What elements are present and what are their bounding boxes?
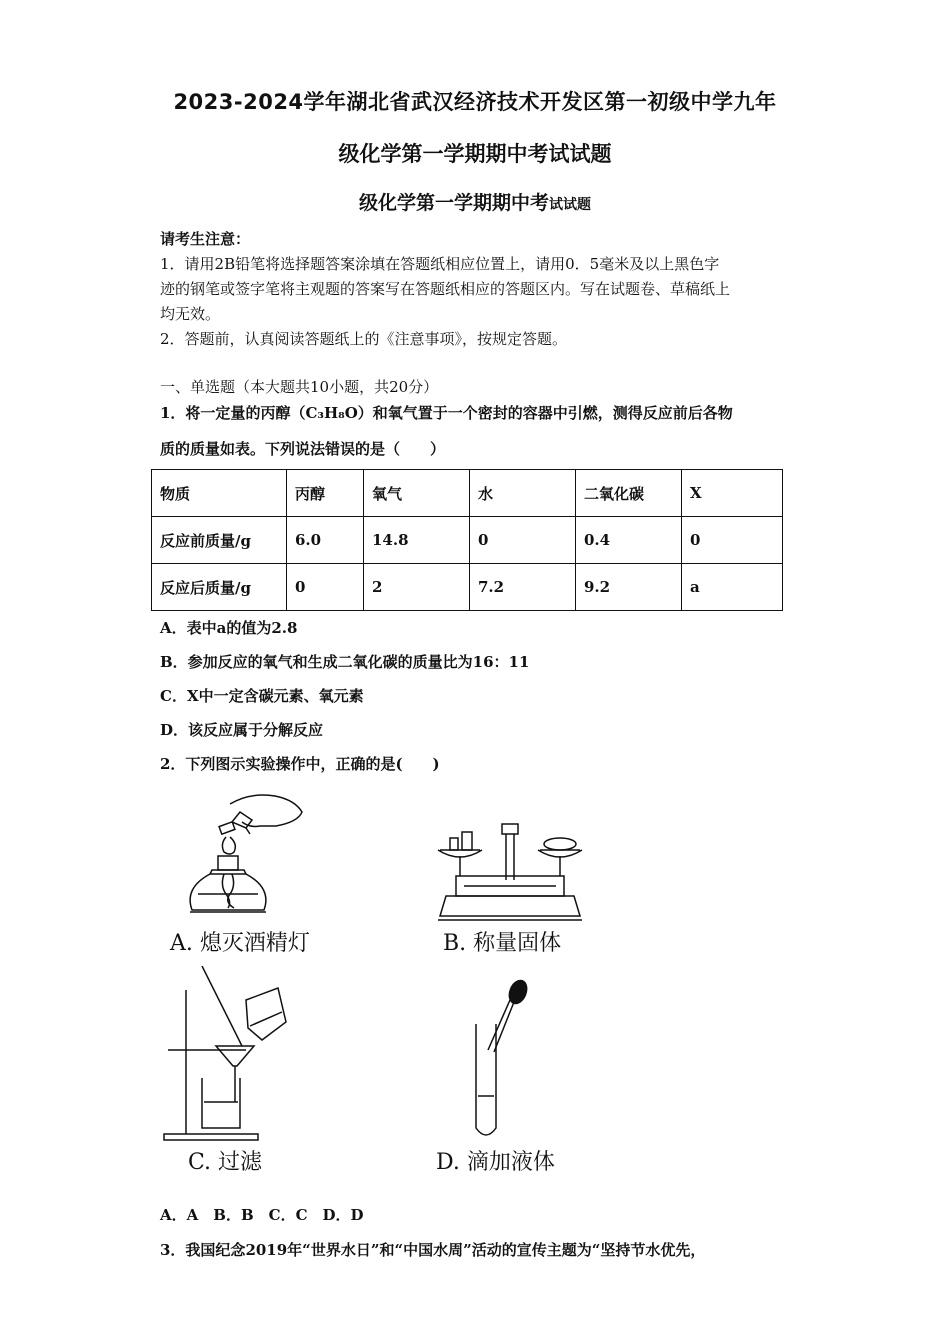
exam-title-line2: 级化学第一学期期中考试试题 <box>338 142 612 166</box>
q3-stem: 3．我国纪念2019年“世界水日”和“中国水周”活动的宣传主题为“坚持节水优先， <box>160 1241 706 1259</box>
q2-stem: 2．下列图示实验操作中，正确的是( ) <box>160 755 440 773</box>
table-cell: 6.0 <box>287 517 364 564</box>
caption-d: D. 滴加液体 <box>436 1150 555 1175</box>
notice-item2: 2．答题前，认真阅读答题纸上的《注意事项》，按规定答题。 <box>160 330 568 348</box>
dropper-figure <box>464 978 536 1150</box>
mass-table <box>151 469 783 611</box>
table-cell: 反应后质量/g <box>152 564 287 611</box>
table-cell: a <box>682 564 783 611</box>
table-cell: 14.8 <box>364 517 470 564</box>
exam-title-line3 <box>0 188 950 215</box>
alcohol-lamp-figure <box>180 782 320 922</box>
q1-stem-line2: 质的质量如表。下列说法错误的是（ ） <box>160 440 446 458</box>
caption-b: B. 称量固体 <box>443 931 562 956</box>
table-cell: 9.2 <box>576 564 682 611</box>
table-row <box>152 517 783 564</box>
q1-stem-line1: 1．将一定量的丙醇（C₃H₈O）和氧气置于一个密封的容器中引燃，测得反应前后各物 <box>160 404 733 422</box>
title-line3-small: 试试题 <box>549 197 591 213</box>
table-cell: 0.4 <box>576 517 682 564</box>
balance-figure <box>436 820 586 924</box>
q1-option-a: A．表中a的值为2.8 <box>160 619 298 637</box>
section1-heading: 一、单选题（本大题共10小题，共20分） <box>160 378 439 396</box>
q1-option-c: C．X中一定含碳元素、氧元素 <box>160 687 364 705</box>
notice-item1-line2: 迹的钢笔或签字笔将主观题的答案写在答题纸相应的答题区内。写在试题卷、草稿纸上 <box>160 280 731 298</box>
q1-option-b: B．参加反应的氧气和生成二氧化碳的质量比为16：11 <box>160 653 530 671</box>
table-header-cell: 水 <box>470 470 576 517</box>
table-cell: 0 <box>682 517 783 564</box>
caption-a: A. 熄灭酒精灯 <box>170 931 310 956</box>
notice-item1-line1: 1．请用2B铅笔将选择题答案涂填在答题纸相应位置上，请用0．5毫米及以上黑色字 <box>160 255 720 273</box>
table-cell: 7.2 <box>470 564 576 611</box>
table-cell: 0 <box>470 517 576 564</box>
filtration-figure <box>162 966 302 1144</box>
table-header-cell: 丙醇 <box>287 470 364 517</box>
table-header-cell: X <box>682 470 783 517</box>
q1-option-d: D．该反应属于分解反应 <box>160 721 324 739</box>
caption-c: C. 过滤 <box>188 1150 263 1175</box>
table-cell: 反应前质量/g <box>152 517 287 564</box>
notice-heading: 请考生注意： <box>160 230 251 248</box>
table-cell: 2 <box>364 564 470 611</box>
table-cell: 0 <box>287 564 364 611</box>
exam-title-line1: 2023-2024学年湖北省武汉经济技术开发区第一初级中学九年 <box>173 90 777 114</box>
table-header-row <box>152 470 783 517</box>
q2-answer-options: A．A B．B C．C D．D <box>160 1206 364 1224</box>
title-line3-main: 级化学第一学期期中考 <box>358 192 549 214</box>
notice-item1-line3: 均无效。 <box>160 305 221 323</box>
table-header-cell: 物质 <box>152 470 287 517</box>
table-header-cell: 氧气 <box>364 470 470 517</box>
table-row <box>152 564 783 611</box>
table-header-cell: 二氧化碳 <box>576 470 682 517</box>
